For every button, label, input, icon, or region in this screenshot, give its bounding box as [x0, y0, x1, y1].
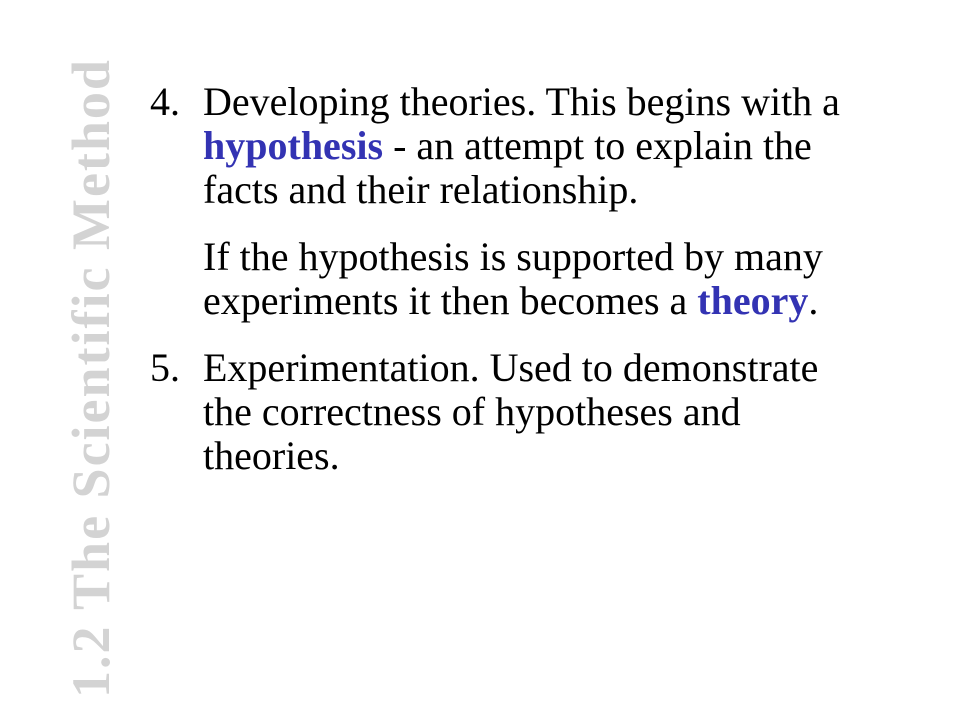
- paragraph-text: .: [808, 278, 819, 323]
- theory-paragraph: [203, 235, 850, 323]
- list-item-4: [150, 80, 850, 323]
- paragraph-text: If the hypothesis is supported by many experiments it then becomes a: [203, 234, 823, 323]
- term-theory: theory: [697, 278, 809, 323]
- paragraph-text: - an attempt to explain the facts and their relationship.: [203, 123, 812, 212]
- slide-title: 1.2 The Scientific Method: [61, 58, 121, 698]
- list-item-5: [150, 346, 850, 478]
- term-hypothesis: hypothesis: [203, 123, 384, 168]
- slide-content: [150, 80, 850, 478]
- list-item-body: [203, 80, 850, 323]
- paragraph-text: Developing theories. This begins with a: [203, 79, 840, 124]
- list-number: 4.: [150, 79, 180, 124]
- experimentation-paragraph: Experimentation. Used to demonstrate the correctness of hypotheses and theories.: [203, 345, 819, 478]
- hypothesis-paragraph: [203, 80, 850, 212]
- list-item-body: [203, 346, 850, 478]
- list-number: 5.: [150, 345, 180, 390]
